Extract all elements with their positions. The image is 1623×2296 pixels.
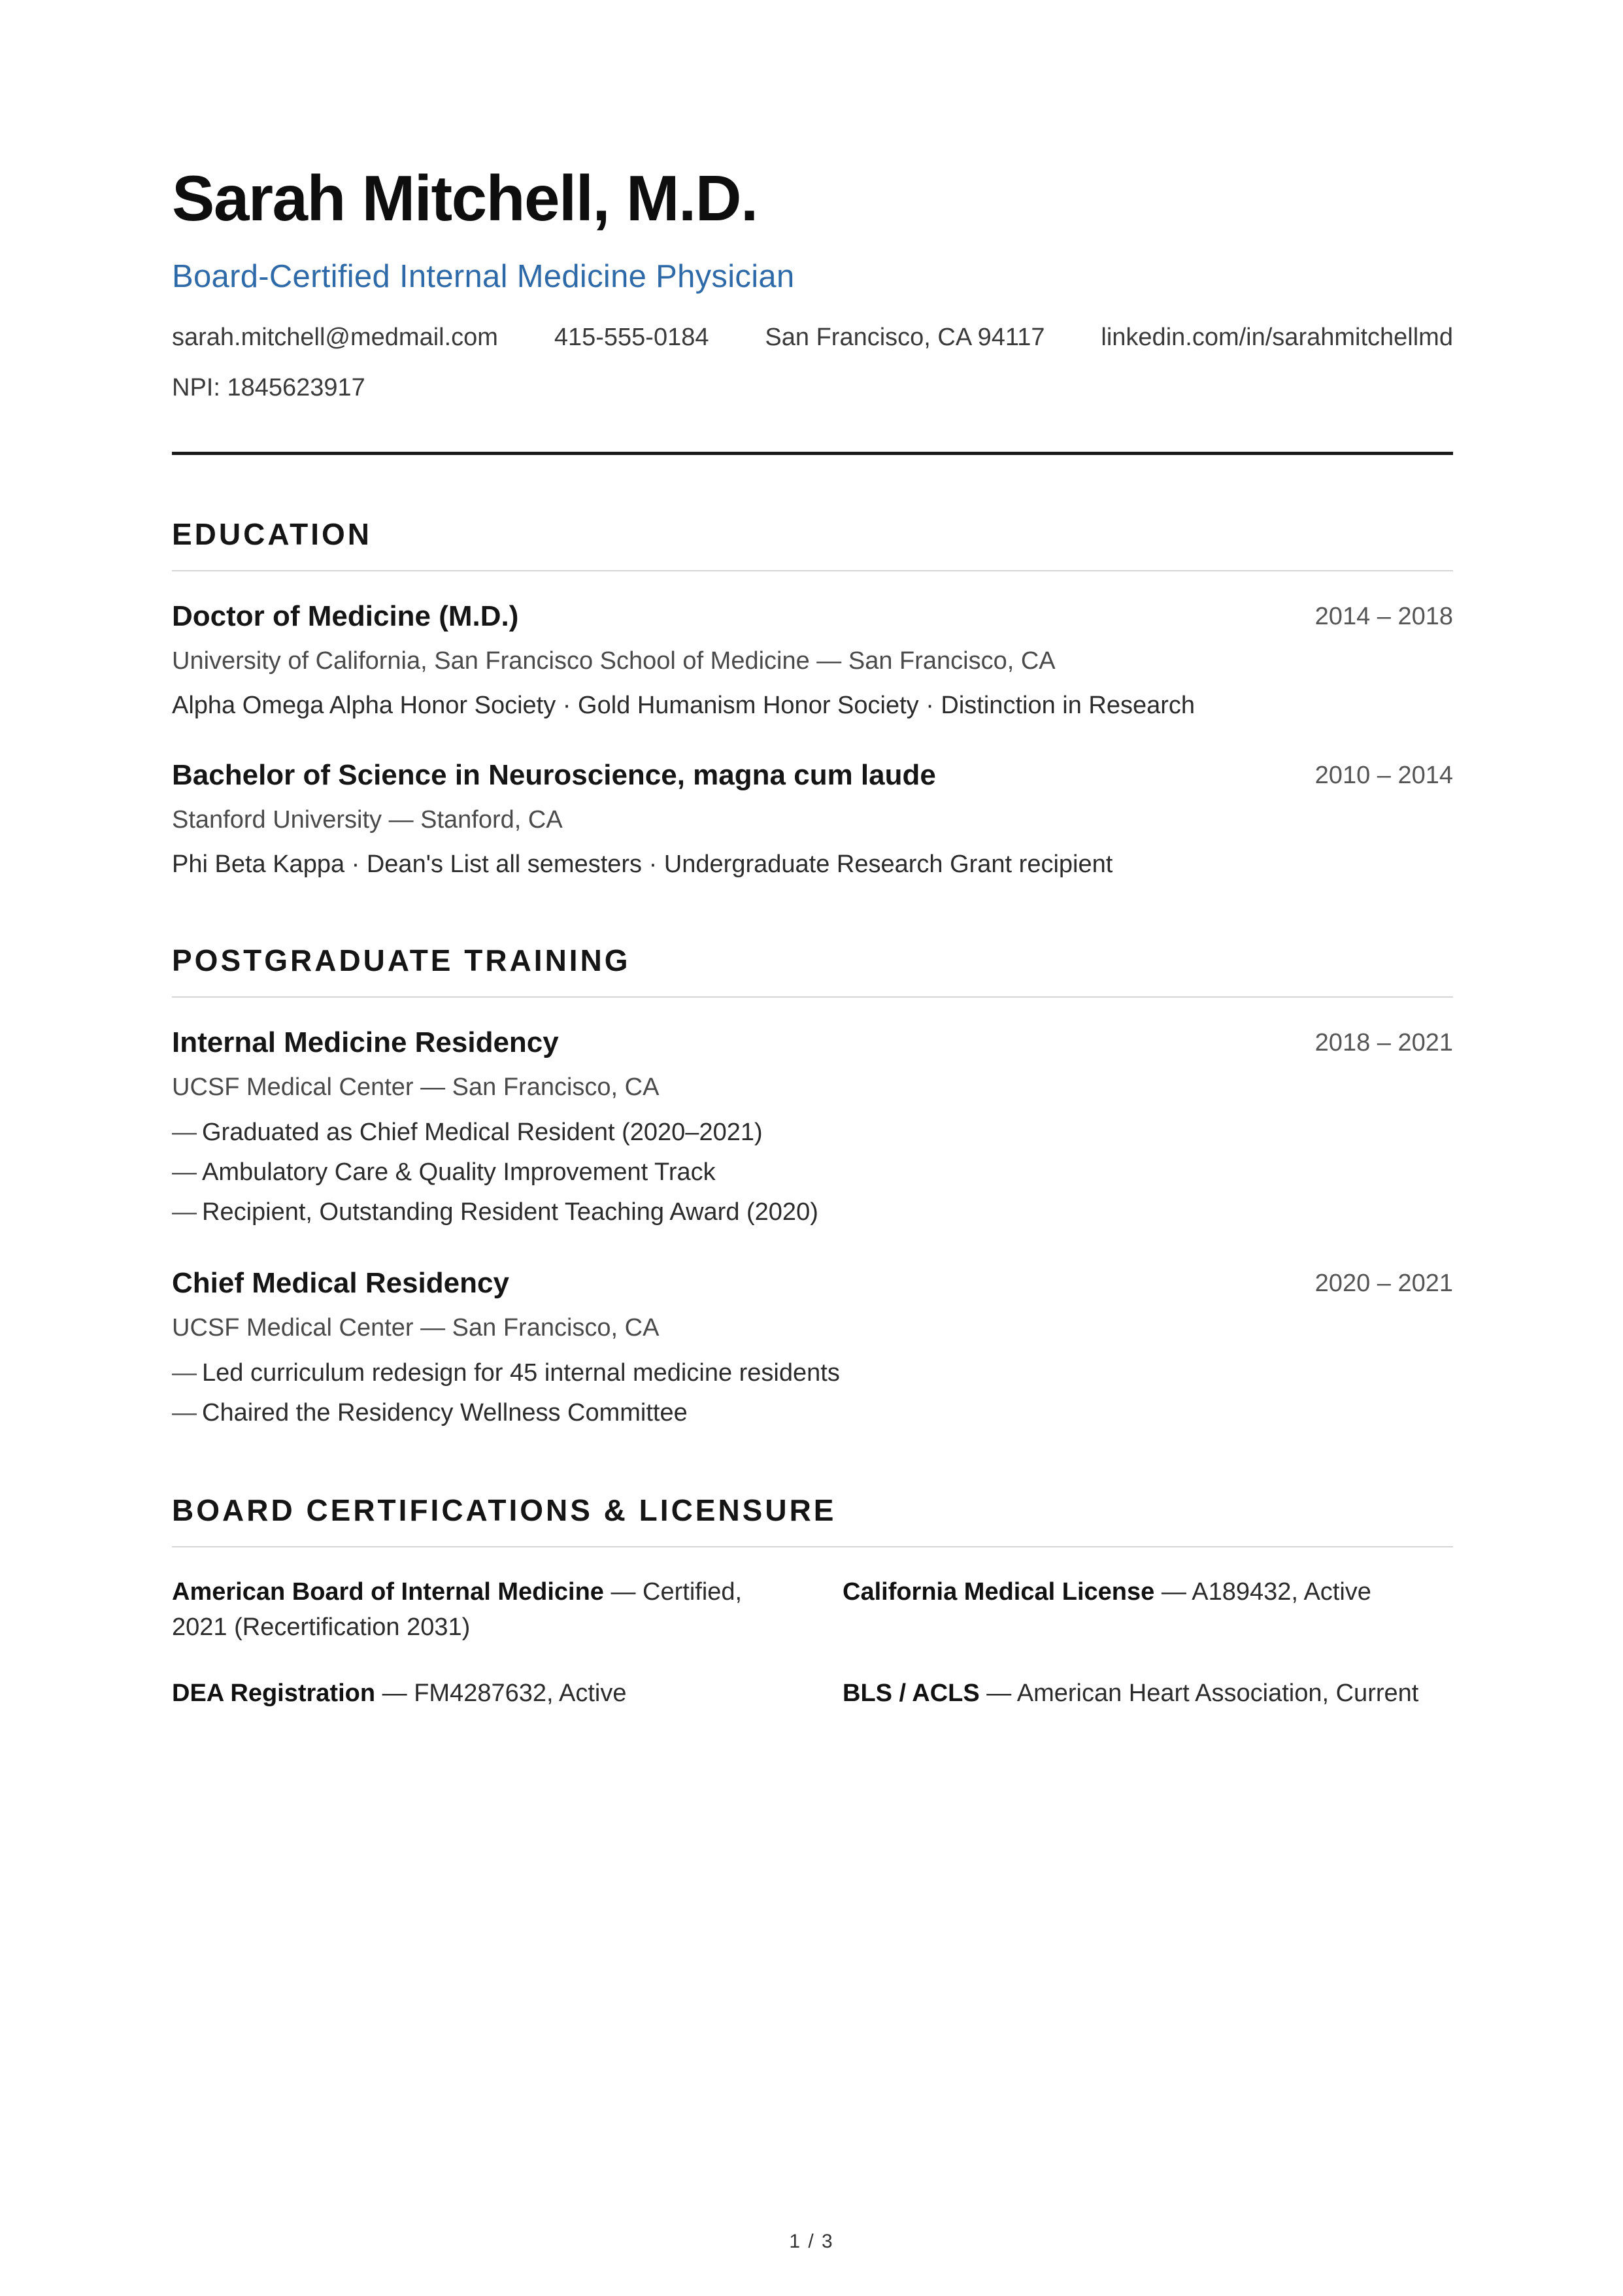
bullet-dash: —: [172, 1198, 197, 1226]
email-text: sarah.mitchell@medmail.com: [172, 324, 498, 351]
honors-text: Alpha Omega Alpha Honor Society · Gold Humanism Honor Society · Distinction in Research: [172, 692, 1196, 719]
training-dates: 2020 – 2021: [1314, 1270, 1453, 1297]
cert-item: DEA Registration — FM4287632, Active: [172, 1680, 627, 1707]
bullet-item: — Chaired the Residency Wellness Committee: [172, 1399, 688, 1427]
bullet-dash: —: [172, 1158, 197, 1186]
degree-dates: 2010 – 2014: [1314, 762, 1453, 789]
professional-title: Board-Certified Internal Medicine Physician: [172, 259, 795, 294]
bullet-dash: —: [172, 1399, 197, 1427]
training-dates: 2018 – 2021: [1314, 1029, 1453, 1056]
linkedin-text: linkedin.com/in/sarahmitchellmd: [1101, 324, 1453, 351]
honors-text: Phi Beta Kappa · Dean's List all semesters · Undergraduate Research Grant recipient: [172, 851, 1113, 878]
contact-info: [172, 324, 1453, 352]
header-divider: [172, 452, 1453, 455]
cert-item: California Medical License — A189432, Active: [843, 1578, 1371, 1606]
degree-dates: 2014 – 2018: [1314, 603, 1453, 630]
bullet-item: — Led curriculum redesign for 45 internal medicine residents: [172, 1359, 840, 1387]
training-heading: POSTGRADUATE TRAINING: [172, 943, 631, 977]
institution-text: UCSF Medical Center — San Francisco, CA: [172, 1073, 660, 1101]
institution-text: University of California, San Francisco School of Medicine — San Francisco, CA: [172, 647, 1056, 675]
degree-title: Bachelor of Science in Neuroscience, magna cum laude: [172, 759, 936, 791]
institution-text: UCSF Medical Center — San Francisco, CA: [172, 1314, 660, 1342]
certifications-divider: [172, 1546, 1453, 1547]
candidate-name: Sarah Mitchell, M.D.: [172, 162, 758, 234]
cert-item: American Board of Internal Medicine — Certified, 2021 (Recertification 2031): [172, 1578, 743, 1641]
page-indicator: 1 / 3: [789, 2231, 834, 2252]
education-divider: [172, 570, 1453, 571]
certifications-heading: BOARD CERTIFICATIONS & LICENSURE: [172, 1493, 837, 1527]
bullet-item: — Recipient, Outstanding Resident Teaching Award (2020): [172, 1198, 818, 1226]
bullet-dash: —: [172, 1359, 197, 1387]
bullet-item: — Ambulatory Care & Quality Improvement Track: [172, 1158, 716, 1186]
training-title: Chief Medical Residency: [172, 1267, 509, 1299]
training-title: Internal Medicine Residency: [172, 1026, 559, 1058]
training-divider: [172, 996, 1453, 998]
npi-number: NPI: 1845623917: [172, 374, 365, 401]
institution-text: Stanford University — Stanford, CA: [172, 806, 563, 834]
phone-text: 415-555-0184: [554, 324, 709, 351]
bullet-dash: —: [172, 1119, 197, 1146]
cert-item: BLS / ACLS — American Heart Association, Current: [843, 1680, 1419, 1707]
bullet-item: — Graduated as Chief Medical Resident (2020–2021): [172, 1119, 763, 1146]
education-heading: EDUCATION: [172, 517, 373, 551]
degree-title: Doctor of Medicine (M.D.): [172, 600, 519, 632]
location-text: San Francisco, CA 94117: [765, 324, 1045, 351]
